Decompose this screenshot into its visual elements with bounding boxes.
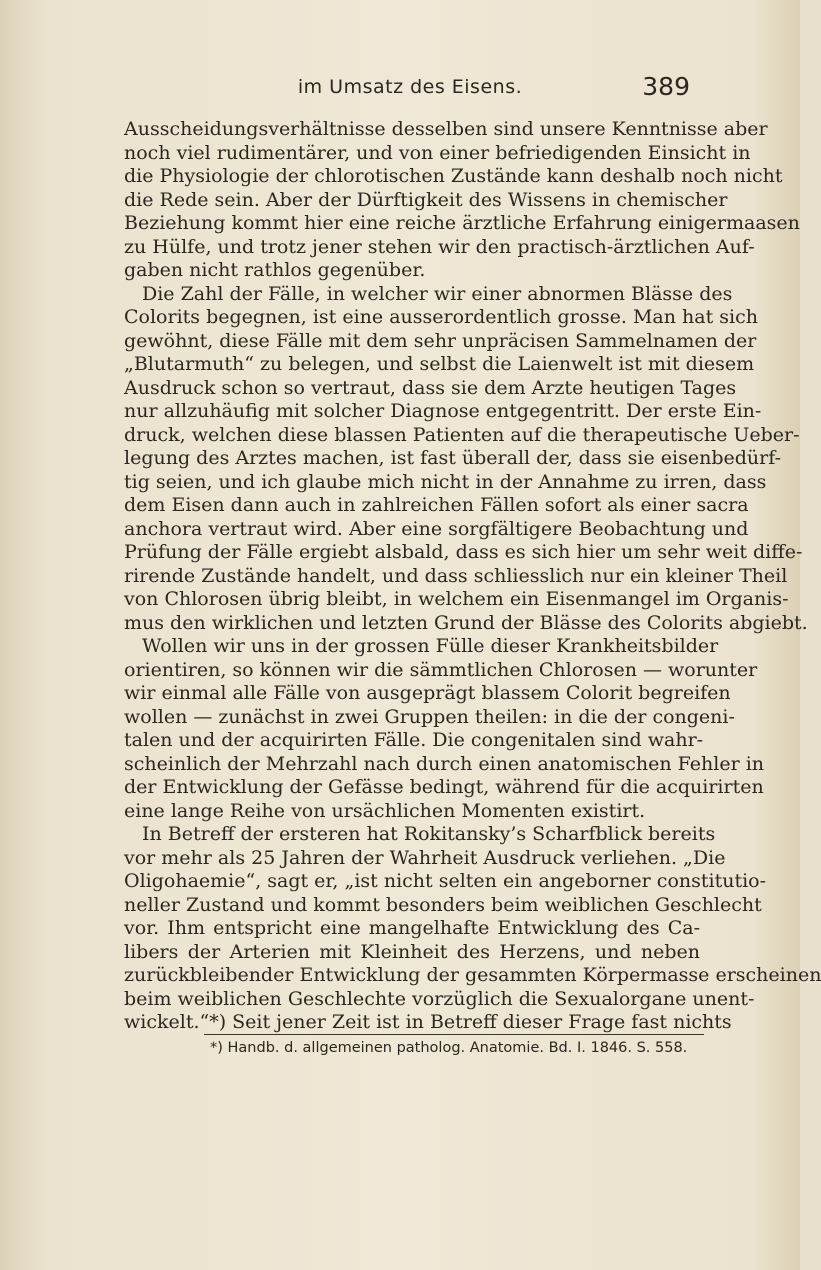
text-line: In Betreff der ersteren hat Rokitansky’s Scharfblick bereits	[142, 823, 716, 845]
text-line: anchora vertraut wird. Aber eine sorgfältigere Beobachtung und	[124, 517, 749, 540]
text-line: nur allzuhäufig mit solcher Diagnose entgegentritt. Der erste Ein-	[124, 400, 762, 422]
text-line: von Chlorosen übrig bleibt, in welchem ein Eisenmangel im Organis-	[124, 588, 789, 610]
text-line: vor mehr als 25 Jahren der Wahrheit Ausdruck verliehen. „Die	[124, 846, 726, 869]
text-line: talen und der acquirirten Fälle. Die congenitalen sind wahr-	[124, 729, 704, 751]
text-line: Beziehung kommt hier eine reiche ärztliche Erfahrung einigermaasen	[124, 212, 800, 234]
text-line: Prüfung der Fälle ergiebt alsbald, dass es sich hier um sehr weit diffe-	[124, 541, 803, 563]
text-line: Die Zahl der Fälle, in welcher wir einer abnormen Blässe des	[142, 282, 733, 305]
text-line: Ausdruck schon so vertraut, dass sie dem Arzte heutigen Tages	[124, 376, 737, 399]
text-line: Ausscheidungsverhältnisse desselben sind unsere Kenntnisse aber	[124, 118, 768, 140]
text-line: tig seien, und ich glaube mich nicht in der Annahme zu irren, dass	[124, 470, 767, 493]
text-line: vor. Ihm entspricht eine mangelhafte Entwicklung des Ca-	[124, 917, 700, 939]
text-line: gaben nicht rathlos gegenüber.	[124, 259, 426, 281]
text-line: die Physiologie der chlorotischen Zustände kann deshalb noch nicht	[124, 165, 783, 187]
page-header	[130, 72, 690, 112]
text-line: „Blutarmuth“ zu belegen, und selbst die Laienwelt ist mit diesem	[124, 353, 755, 375]
text-line: orientiren, so können wir die sämmtlichen Chlorosen — worunter	[124, 658, 758, 681]
text-line: wollen — zunächst in zwei Gruppen theilen: in die der congeni-	[124, 705, 735, 728]
text-line: Wollen wir uns in der grossen Fülle dieser Krankheitsbilder	[142, 635, 719, 657]
text-line: wir einmal alle Fälle von ausgeprägt blassem Colorit begreifen	[124, 682, 731, 704]
running-title: im Umsatz des Eisens.	[297, 76, 523, 98]
text-line: dem Eisen dann auch in zahlreichen Fällen sofort als einer sacra	[124, 494, 749, 516]
text-line: zu Hülfe, und trotz jener stehen wir den practisch-ärztlichen Auf-	[124, 235, 755, 258]
page-number: 389	[642, 72, 690, 101]
text-line: Oligohaemie“, sagt er, „ist nicht selten ein angeborner constitutio-	[124, 870, 767, 892]
text-line: eine lange Reihe von ursächlichen Momenten existirt.	[124, 799, 646, 822]
body-text	[124, 118, 821, 1035]
footnote-divider	[204, 1034, 704, 1035]
text-line: rirende Zustände handelt, und dass schliesslich nur ein kleiner Theil	[124, 564, 788, 587]
text-line: mus den wirklichen und letzten Grund der Blässe des Colorits abgiebt.	[124, 611, 808, 634]
text-line: neller Zustand und kommt besonders beim weiblichen Geschlecht	[124, 893, 762, 916]
footnote: *) Handb. d. allgemeinen patholog. Anatomie. Bd. I. 1846. S. 558.	[210, 1040, 688, 1056]
text-line: scheinlich der Mehrzahl nach durch einen anatomischen Fehler in	[124, 752, 765, 775]
text-line: druck, welchen diese blassen Patienten auf die therapeutische Ueber-	[124, 423, 800, 446]
text-line: noch viel rudimentärer, und von einer befriedigenden Einsicht in	[124, 141, 751, 164]
text-line: zurückbleibender Entwicklung der gesammten Körpermasse erscheinen	[124, 964, 821, 986]
text-line: legung des Arztes machen, ist fast überall der, dass sie eisenbedürf-	[124, 447, 781, 469]
text-line: wickelt.“*) Seit jener Zeit ist in Betreff dieser Frage fast nichts	[124, 1011, 732, 1033]
text-line: der Entwicklung der Gefässe bedingt, während für die acquirirten	[124, 776, 764, 798]
text-line: beim weiblichen Geschlechte vorzüglich die Sexualorgane unent-	[124, 987, 755, 1010]
text-line: die Rede sein. Aber der Dürftigkeit des Wissens in chemischer	[124, 188, 728, 211]
text-line: Colorits begegnen, ist eine ausserordentlich grosse. Man hat sich	[124, 306, 758, 328]
text-line: libers der Arterien mit Kleinheit des Herzens, und neben	[124, 940, 700, 963]
text-line: gewöhnt, diese Fälle mit dem sehr unpräcisen Sammelnamen der	[124, 329, 757, 352]
